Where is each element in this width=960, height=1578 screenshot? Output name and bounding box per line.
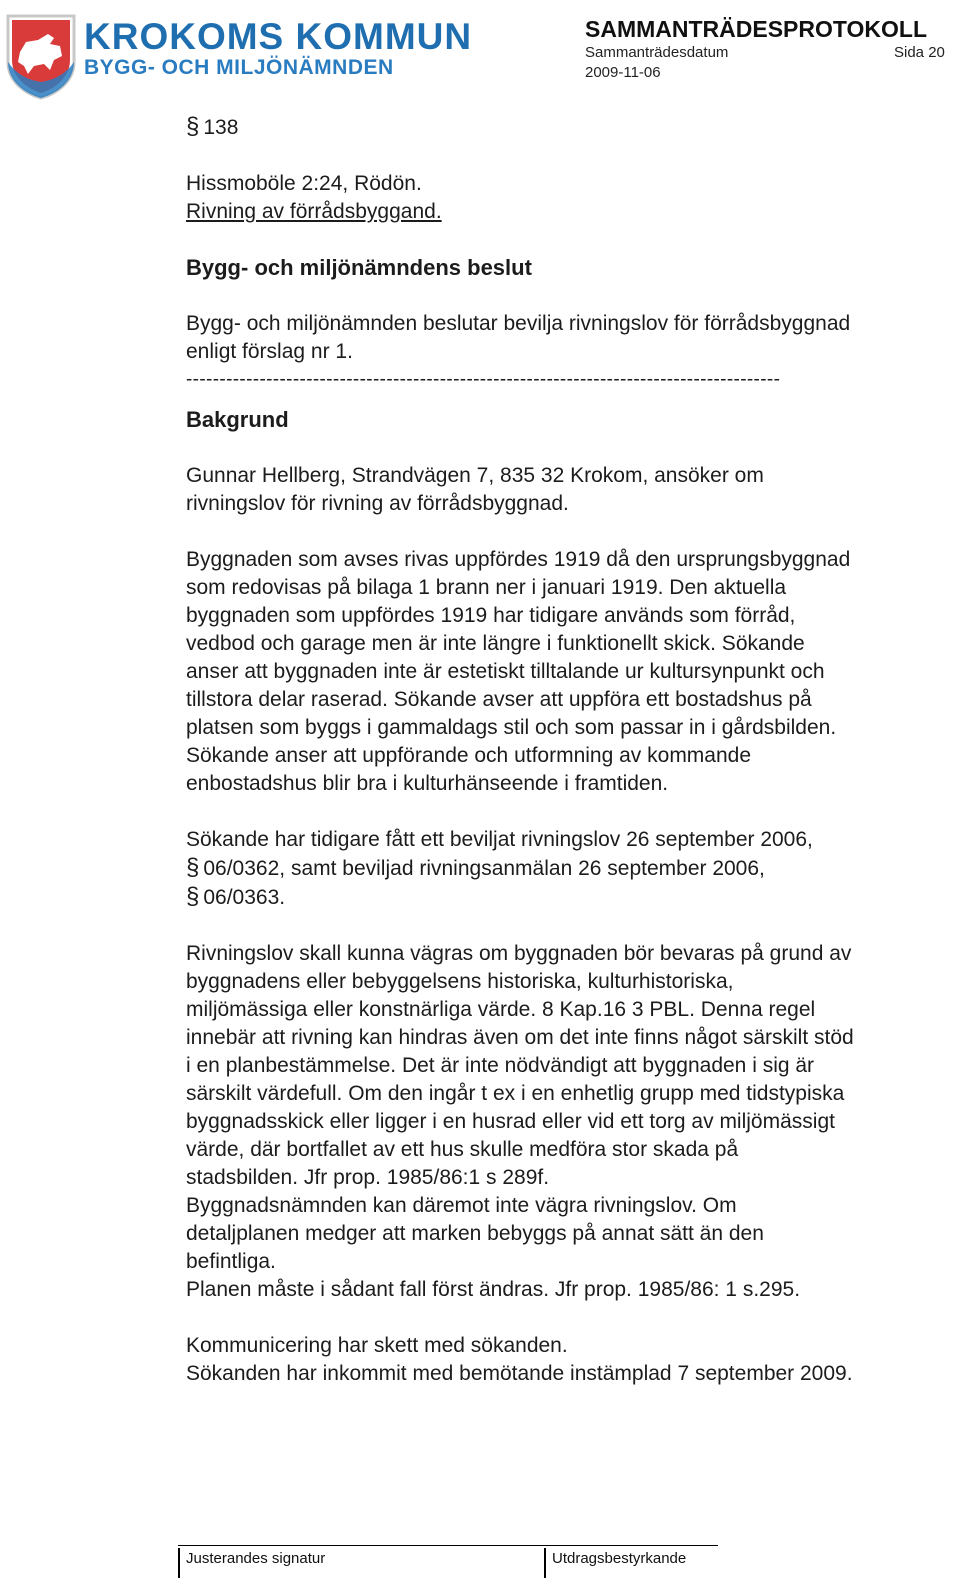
background-text-line: Kommunicering har skett med sökanden. [186,1334,568,1357]
background-text-line: anser att byggnaden inte är estetiskt tilltalande ur kultursynpunkt och [186,660,825,683]
page-number: Sida 20 [894,44,945,61]
background-text-line: Planen måste i sådant fall först ändras. Jfr prop. 1985/86: 1 s.295. [186,1278,801,1301]
background-text-line: Rivningslov skall kunna vägras om byggnaden bör bevaras på grund av [186,942,852,965]
background-text-line: Sökande anser att uppförande och utformning av kommande [186,744,752,767]
background-text-line: som redovisas på bilaga 1 brann ner i januari 1919. Den aktuella [186,576,787,599]
background-heading: Bakgrund [186,407,289,432]
case-reference: 06/0363. [203,886,286,909]
case-subject: Rivning av förrådsbyggand. [186,200,442,223]
municipality-logo [2,6,473,96]
background-text-line: värde, där bortfallet av ett hus skulle medföra stor skada på [186,1138,739,1161]
org-department: BYGG- OCH MILJÖNÄMNDEN [84,56,394,79]
background-text-line: miljömässiga eller konstnärliga värde. 8 Kap.16 3 PBL. Denna regel [186,998,816,1021]
decision-text-line: Bygg- och miljönämnden beslutar bevilja rivningslov för förrådsbyggnad [186,312,851,335]
property-designation: Hissmoböle 2:24, Rödön. [186,172,422,195]
background-text-line: Sökanden har inkommit med bemötande instämplad 7 september 2009. [186,1362,853,1385]
section-sign-icon: § [186,113,200,140]
background-text-line: rivningslov för rivning av förrådsbyggnad. [186,492,569,515]
coat-of-arms-icon [4,12,78,100]
background-text-line: byggnaden som uppfördes 1919 har tidigare används som förråd, [186,604,796,627]
footer-rule [178,1545,718,1546]
protocol-body [186,112,956,1388]
background-text-line [186,854,956,883]
section-sign-icon: § [186,883,200,910]
extract-label: Utdragsbestyrkande [552,1550,687,1567]
background-text-line: vedbod och garage men är inte längre i funktionellt skick. Sökande [186,632,805,655]
section-number: 138 [203,116,239,139]
background-text-line: enbostadshus blir bra i kulturhänseende i framtiden. [186,772,669,795]
background-text-line [186,883,956,912]
meeting-date: 2009-11-06 [585,64,661,81]
decision-heading: Bygg- och miljönämndens beslut [186,255,532,280]
background-text-line: detaljplanen medger att marken bebyggs på annat sätt än den [186,1222,764,1245]
background-text-line: innebär att rivning kan hindras även om det inte finns något särskilt stöd [186,1026,854,1049]
background-text-line: platsen som byggs i gammaldags stil och som passar in i gårdsbilden. [186,716,837,739]
background-text-line: Sökande har tidigare fått ett beviljat rivningslov 26 september 2006, [186,828,813,851]
background-text-line: Gunnar Hellberg, Strandvägen 7, 835 32 Krokom, ansöker om [186,464,764,487]
background-text-line: byggnadsskick eller ligger i en husrad eller vid ett torg av miljömässigt [186,1110,835,1133]
background-text-line: Byggnadsnämnden kan däremot inte vägra rivningslov. Om [186,1194,737,1217]
section-number-line [186,112,956,142]
background-text-line: stadsbilden. Jfr prop. 1985/86:1 s 289f. [186,1166,550,1189]
background-text-line: befintliga. [186,1250,276,1273]
decision-text-line: enligt förslag nr 1. [186,340,353,363]
background-text-line: i en planbestämmelse. Det är inte nödvändigt att byggnaden i sig är [186,1054,815,1077]
background-text-line: byggnadens eller bebyggelsens historiska, kulturhistoriska, [186,970,734,993]
org-name: KROKOMS KOMMUN [84,16,473,57]
background-text-line: tillstora delar raserad. Sökande avser att uppföra ett bostadshus på [186,688,812,711]
case-reference: 06/0362, samt beviljad rivningsanmälan 26 september 2006, [203,857,765,880]
meeting-date-label: Sammanträdesdatum [585,44,729,61]
document-title: SAMMANTRÄDESPROTOKOLL [585,16,928,42]
section-sign-icon: § [186,854,200,881]
background-text-line: Byggnaden som avses rivas uppfördes 1919 då den ursprungsbyggnad [186,548,851,571]
background-text-line: särskilt värdefull. Om den ingår t ex i en enhetlig grupp med tidstypiska [186,1082,845,1105]
decision-separator: ----------------------------------------------------------------------------------------- [186,369,781,390]
signature-label: Justerandes signatur [186,1550,326,1567]
